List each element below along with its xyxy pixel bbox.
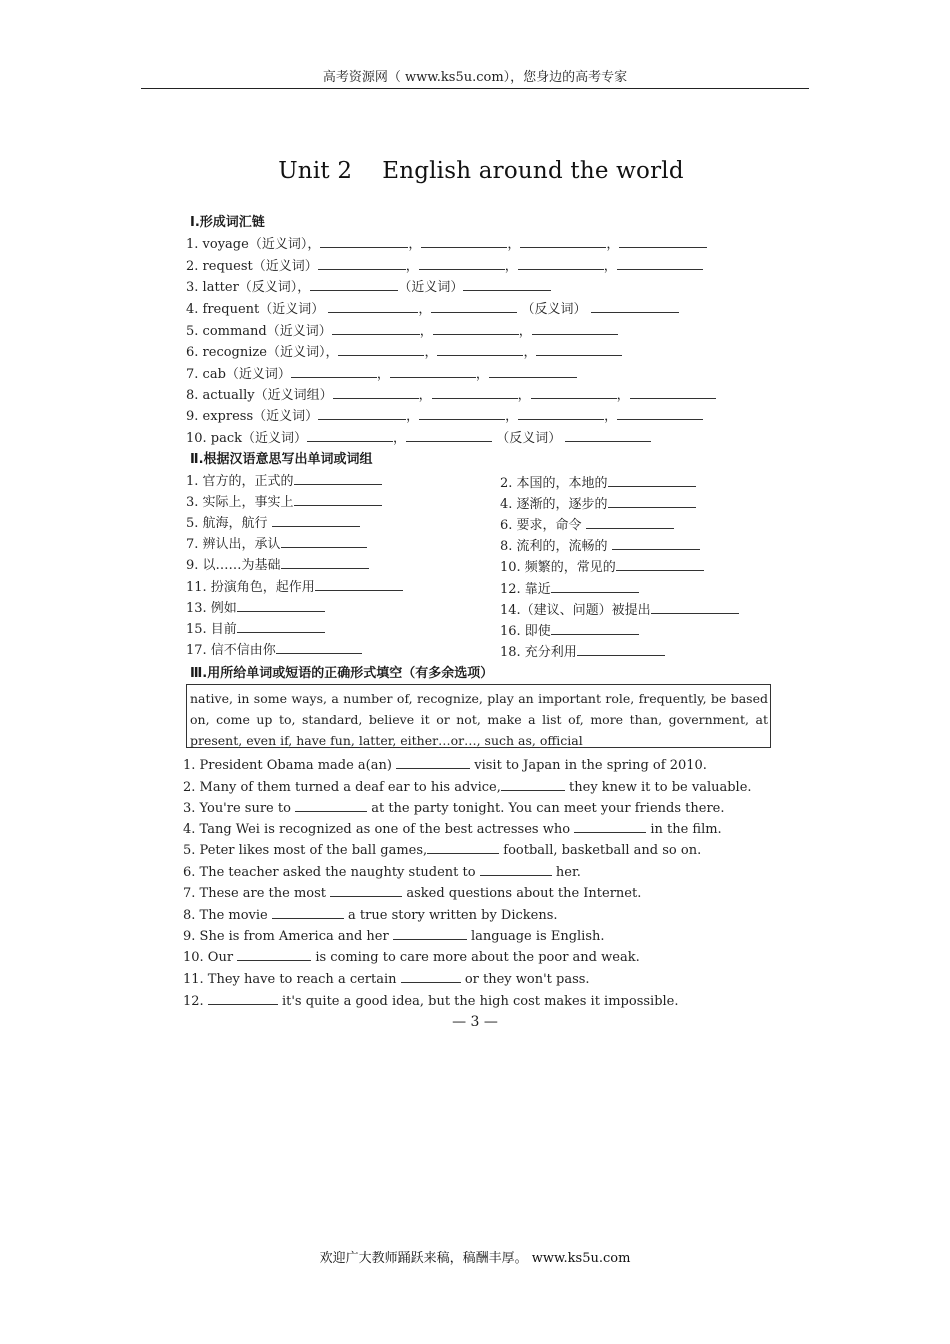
answer-blank[interactable] <box>432 386 518 399</box>
phrase-item: 9. 以……为基础 <box>186 554 369 573</box>
answer-blank[interactable] <box>617 407 703 420</box>
answer-blank[interactable] <box>619 235 707 248</box>
vocab-item-1: 1. voyage（近义词）， ， ， ， <box>186 233 707 252</box>
answer-blank[interactable] <box>294 472 382 485</box>
phrase-item: 10. 频繁的，常见的 <box>500 556 704 575</box>
answer-blank[interactable] <box>237 620 325 633</box>
word-bank-box: native, in some ways, a number of, recognize, play an important role, frequently, be based on, come up to, standard, believe it or not, make a list of, more than, government, at present, even if, have fun, latter, either…or…, such as, official <box>186 684 771 748</box>
sentence-item: 4. Tang Wei is recognized as one of the best actresses who in the film. <box>183 822 722 837</box>
answer-blank[interactable] <box>532 322 618 335</box>
answer-blank[interactable] <box>393 927 467 940</box>
phrase-item: 2. 本国的，本地的 <box>500 472 696 491</box>
vocab-item-5: 5. command（近义词） ， ， <box>186 320 618 339</box>
answer-blank[interactable] <box>651 601 739 614</box>
phrase-item: 7. 辨认出，承认 <box>186 533 367 552</box>
answer-blank[interactable] <box>608 495 696 508</box>
section-3-heading: Ⅲ.用所给单词或短语的正确形式填空（有多余选项） <box>190 666 494 681</box>
phrase-item: 11. 扮演角色，起作用 <box>186 576 403 595</box>
phrase-item: 4. 逐渐的，逐步的 <box>500 493 696 512</box>
sentence-item: 10. Our is coming to care more about the poor and weak. <box>183 950 640 965</box>
answer-blank[interactable] <box>291 365 377 378</box>
page-number: — 3 — <box>452 1014 498 1030</box>
sentence-item: 3. You're sure to at the party tonight. You can meet your friends there. <box>183 801 725 816</box>
answer-blank[interactable] <box>536 343 622 356</box>
sentence-item: 12. it's quite a good idea, but the high cost makes it impossible. <box>183 994 679 1009</box>
phrase-item: 15. 目前 <box>186 618 325 637</box>
answer-blank[interactable] <box>574 820 646 833</box>
answer-blank[interactable] <box>320 235 408 248</box>
answer-blank[interactable] <box>520 235 606 248</box>
sentence-item: 9. She is from America and her language is English. <box>183 929 605 944</box>
answer-blank[interactable] <box>310 278 398 291</box>
answer-blank[interactable] <box>501 778 565 791</box>
page-header: 高考资源网（ www.ks5u.com），您身边的高考专家 <box>322 70 628 85</box>
answer-blank[interactable] <box>328 300 418 313</box>
phrase-item: 8. 流利的，流畅的 <box>500 535 700 554</box>
answer-blank[interactable] <box>565 429 651 442</box>
sentence-item: 11. They have to reach a certain or they won't pass. <box>183 972 590 987</box>
answer-blank[interactable] <box>577 643 665 656</box>
vocab-item-4: 4. frequent（近义词） ， （反义词） <box>186 298 679 317</box>
vocab-item-10: 10. pack（近义词） ， （反义词） <box>186 427 651 446</box>
vocab-item-7: 7. cab（近义词） ， ， <box>186 363 577 382</box>
answer-blank[interactable] <box>551 580 639 593</box>
answer-blank[interactable] <box>272 906 344 919</box>
phrase-item: 3. 实际上，事实上 <box>186 491 382 510</box>
answer-blank[interactable] <box>307 429 393 442</box>
answer-blank[interactable] <box>406 429 492 442</box>
answer-blank[interactable] <box>390 365 476 378</box>
vocab-item-2: 2. request（近义词） ， ， ， <box>186 255 703 274</box>
answer-blank[interactable] <box>437 343 523 356</box>
answer-blank[interactable] <box>431 300 517 313</box>
vocab-item-9: 9. express（近义词） ， ， ， <box>186 405 703 424</box>
answer-blank[interactable] <box>489 365 577 378</box>
answer-blank[interactable] <box>333 386 419 399</box>
phrase-item: 12. 靠近 <box>500 578 639 597</box>
vocab-item-3: 3. latter（反义词）， （近义词） <box>186 276 551 295</box>
answer-blank[interactable] <box>531 386 617 399</box>
answer-blank[interactable] <box>421 235 507 248</box>
answer-blank[interactable] <box>586 516 674 529</box>
answer-blank[interactable] <box>433 322 519 335</box>
phrase-item: 5. 航海，航行 <box>186 512 360 531</box>
answer-blank[interactable] <box>427 841 499 854</box>
sentence-item: 7. These are the most asked questions about the Internet. <box>183 886 642 901</box>
answer-blank[interactable] <box>480 863 552 876</box>
phrase-item: 6. 要求，命令 <box>500 514 674 533</box>
answer-blank[interactable] <box>401 970 461 983</box>
answer-blank[interactable] <box>318 407 406 420</box>
answer-blank[interactable] <box>591 300 679 313</box>
answer-blank[interactable] <box>332 322 420 335</box>
sentence-item: 2. Many of them turned a deaf ear to his advice, they knew it to be valuable. <box>183 780 752 795</box>
phrase-item: 1. 官方的，正式的 <box>186 470 382 489</box>
phrase-item: 16. 即使 <box>500 620 639 639</box>
answer-blank[interactable] <box>608 474 696 487</box>
answer-blank[interactable] <box>281 535 367 548</box>
page-title: Unit 2 English around the world <box>278 158 684 184</box>
section-2-heading: Ⅱ.根据汉语意思写出单词或词组 <box>190 452 373 467</box>
sentence-item: 8. The movie a true story written by Dickens. <box>183 908 558 923</box>
answer-blank[interactable] <box>518 407 604 420</box>
answer-blank[interactable] <box>315 578 403 591</box>
answer-blank[interactable] <box>419 257 505 270</box>
answer-blank[interactable] <box>616 558 704 571</box>
answer-blank[interactable] <box>276 641 362 654</box>
page-footer: 欢迎广大教师踊跃来稿，稿酬丰厚。 www.ks5u.com <box>319 1251 631 1266</box>
answer-blank[interactable] <box>338 343 424 356</box>
header-rule <box>141 88 809 89</box>
answer-blank[interactable] <box>294 493 382 506</box>
phrase-item: 18. 充分利用 <box>500 641 665 660</box>
answer-blank[interactable] <box>272 514 360 527</box>
answer-blank[interactable] <box>237 948 311 961</box>
answer-blank[interactable] <box>630 386 716 399</box>
answer-blank[interactable] <box>518 257 604 270</box>
answer-blank[interactable] <box>612 537 700 550</box>
answer-blank[interactable] <box>617 257 703 270</box>
answer-blank[interactable] <box>237 599 325 612</box>
answer-blank[interactable] <box>208 992 278 1005</box>
answer-blank[interactable] <box>330 884 402 897</box>
vocab-item-6: 6. recognize（近义词）， ， ， <box>186 341 622 360</box>
answer-blank[interactable] <box>318 257 406 270</box>
answer-blank[interactable] <box>396 756 470 769</box>
answer-blank[interactable] <box>463 278 551 291</box>
phrase-item: 13. 例如 <box>186 597 325 616</box>
sentence-item: 5. Peter likes most of the ball games, football, basketball and so on. <box>183 843 702 858</box>
phrase-item: 14.（建议、问题）被提出 <box>500 599 739 618</box>
vocab-item-8: 8. actually（近义词组） ， ， ， <box>186 384 716 403</box>
sentence-item: 1. President Obama made a(an) visit to Japan in the spring of 2010. <box>183 758 707 773</box>
answer-blank[interactable] <box>295 799 367 812</box>
answer-blank[interactable] <box>419 407 505 420</box>
answer-blank[interactable] <box>281 556 369 569</box>
sentence-item: 6. The teacher asked the naughty student to her. <box>183 865 581 880</box>
section-1-heading: Ⅰ.形成词汇链 <box>190 215 265 230</box>
phrase-item: 17. 信不信由你 <box>186 639 362 658</box>
answer-blank[interactable] <box>551 622 639 635</box>
